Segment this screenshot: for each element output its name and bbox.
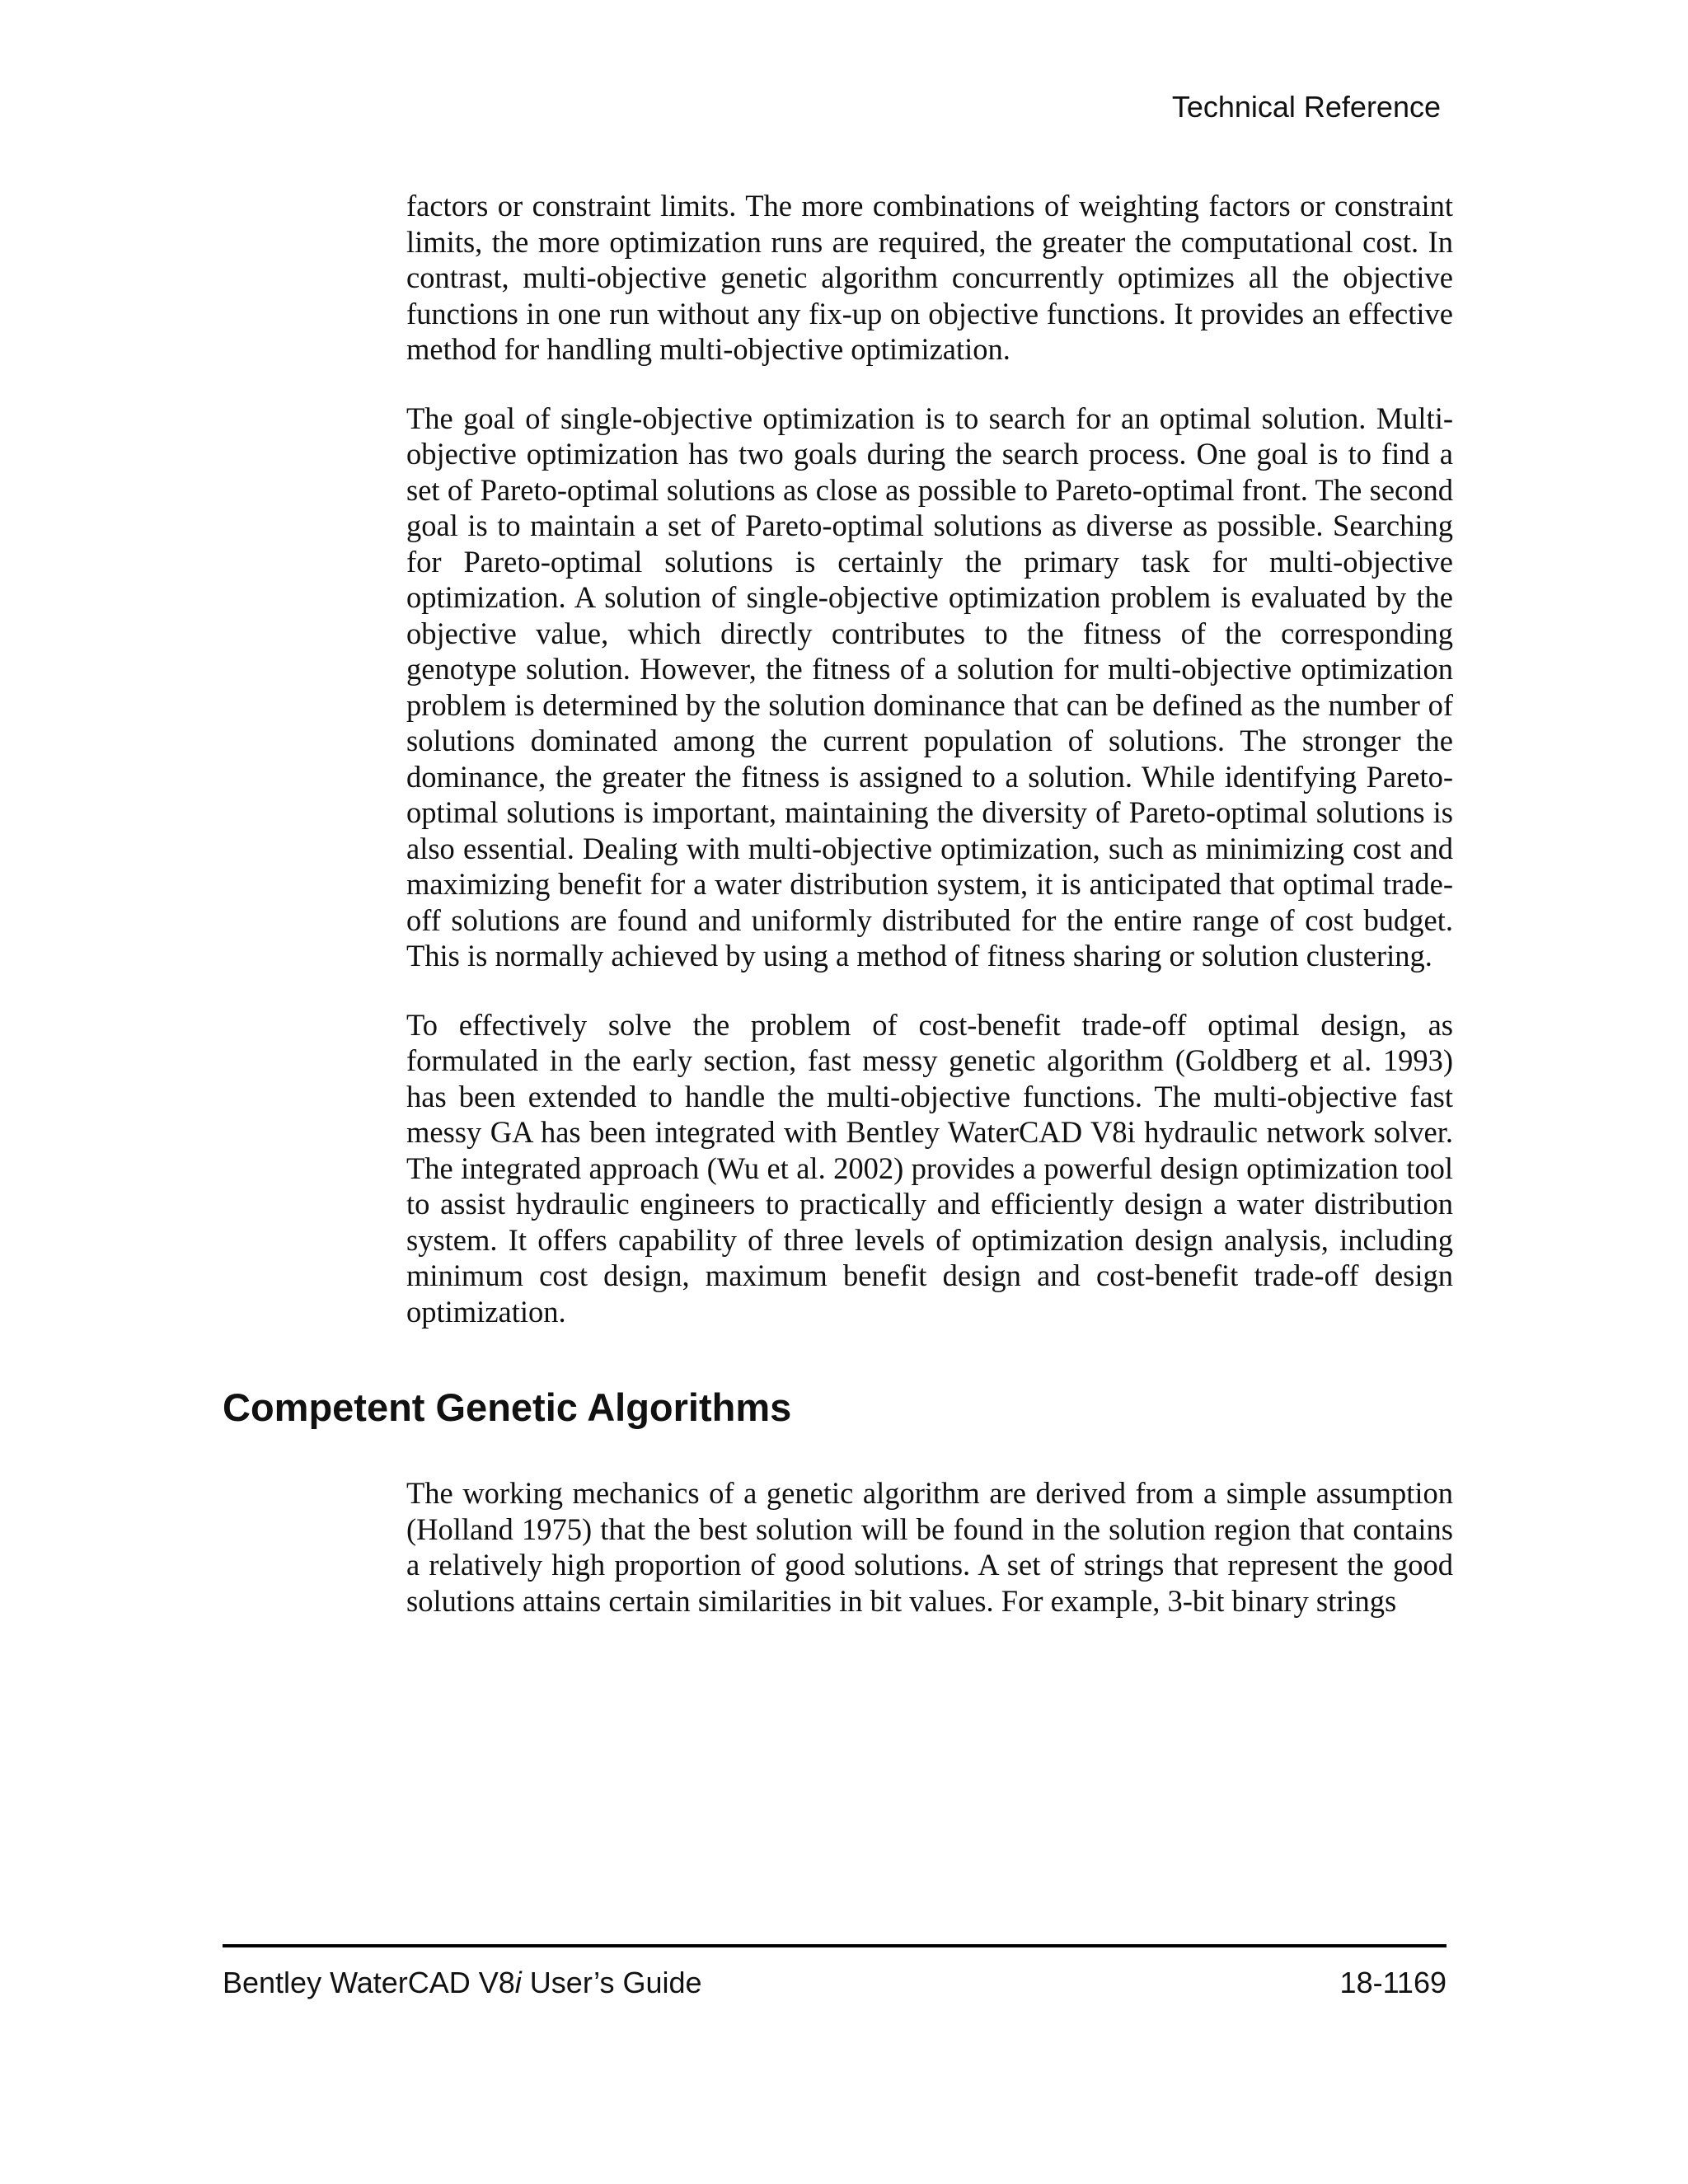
- paragraph-2: The goal of single-objective optimization is to search for an optimal solution. Multi-objective optimization has two goals during the search process. One goal is to find a set of Pareto-optimal solutions as close as possible to Pareto-optimal front. The second goal is to maintain a set of Pareto-optimal solutions as diverse as possible. Searching for Pareto-optimal solutions is certainly the primary task for multi-objective optimization. A solution of single-objective optimization problem is evaluated by the objective value, which directly contributes to the fitness of the corresponding genotype solution. However, the fitness of a solution for multi-objective optimization problem is determined by the solution dominance that can be defined as the number of solutions dominated among the current population of solutions. The stronger the dominance, the greater the fitness is assigned to a solution. While identifying Pareto-optimal solutions is important, maintaining the diversity of Pareto-optimal solutions is also essential. Dealing with multi-objective optimization, such as minimizing cost and maximizing benefit for a water distribution system, it is anticipated that optimal trade-off solutions are found and uniformly distributed for the entire range of cost budget. This is normally achieved by using a method of fitness sharing or solution clustering.: [406, 401, 1453, 972]
- page-number: 18-1169: [1339, 1966, 1447, 1999]
- paragraph-4: The working mechanics of a genetic algorithm are derived from a simple assumption (Holland 1975) that the best solution will be found in the solution region that contains a relatively high proportion of good solutions. A set of strings that represent the good solutions attains certain similarities in bit values. For example, 3-bit binary strings: [406, 1476, 1453, 1618]
- footer-guide-title-italic: i: [514, 1966, 522, 1999]
- footer-guide-title-suffix: User’s Guide: [521, 1966, 702, 1999]
- section-heading: Competent Genetic Algorithms: [223, 1385, 792, 1429]
- footer-guide-title-prefix: Bentley WaterCAD V8: [223, 1966, 515, 1999]
- section-body: [406, 1475, 1453, 1619]
- body-text: [406, 188, 1453, 1329]
- running-header: Technical Reference: [1171, 90, 1441, 124]
- footer-rule: [223, 1944, 1447, 1947]
- footer-guide-title: [223, 1965, 702, 2001]
- paragraph-3: To effectively solve the problem of cost-benefit trade-off optimal design, as formulated in the early section, fast messy genetic algorithm (Goldberg et al. 1993) has been extended to handle the multi-objective functions. The multi-objective fast messy GA has been integrated with Bentley WaterCAD V8i hydraulic network solver. The integrated approach (Wu et al. 2002) provides a powerful design optimization tool to assist hydraulic engineers to practically and efficiently design a water distribution system. It offers capability of three levels of optimization design analysis, including minimum cost design, maximum benefit design and cost-benefit trade-off design optimization.: [406, 1007, 1453, 1329]
- paragraph-1: factors or constraint limits. The more combinations of weighting factors or constraint limits, the more optimization runs are required, the greater the computational cost. In contrast, multi-objective genetic algorithm concurrently optimizes all the objective functions in one run without any fix-up on objective functions. It provides an effective method for handling multi-objective optimization.: [406, 189, 1453, 366]
